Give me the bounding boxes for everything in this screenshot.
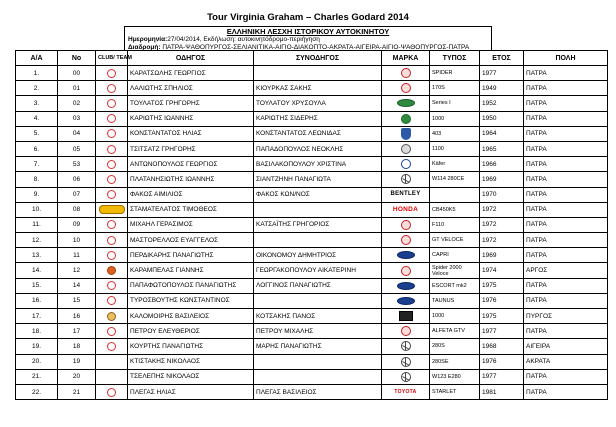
row-aa: 3. bbox=[16, 96, 58, 111]
peugeot-logo-icon bbox=[401, 128, 411, 140]
row-club bbox=[96, 111, 128, 126]
club-badge-icon bbox=[107, 114, 116, 123]
row-year: 1949 bbox=[480, 81, 524, 96]
table-row bbox=[16, 111, 608, 126]
table-row bbox=[16, 339, 608, 354]
row-club bbox=[96, 126, 128, 141]
row-type: ESCORT mk2 bbox=[430, 278, 480, 293]
row-driver: ΛΑΛΙΩΤΗΣ ΣΠΗΛΙΟΣ bbox=[128, 81, 254, 96]
row-city: ΠΑΤΡΑ bbox=[524, 217, 608, 232]
row-aa: 16. bbox=[16, 293, 58, 308]
table-row bbox=[16, 248, 608, 263]
row-driver: ΠΕΤΡΟΥ ΕΛΕΥΘΕΡΙΟΣ bbox=[128, 324, 254, 339]
row-city: ΑΙΓΕΙΡΑ bbox=[524, 339, 608, 354]
honda-logo-icon: HONDA bbox=[392, 206, 419, 214]
row-number: 18 bbox=[58, 339, 96, 354]
row-city: ΠΑΤΡΑ bbox=[524, 384, 608, 399]
alfa-romeo-logo-icon bbox=[401, 235, 411, 245]
row-brand bbox=[382, 157, 430, 172]
row-codriver: ΠΑΠΑΔΟΠΟΥΛΟΣ ΝΕΟΚΛΗΣ bbox=[254, 141, 382, 156]
table-row bbox=[16, 278, 608, 293]
club-badge-icon bbox=[107, 175, 116, 184]
row-year: 1976 bbox=[480, 293, 524, 308]
table-row bbox=[16, 324, 608, 339]
row-club bbox=[96, 202, 128, 217]
row-club bbox=[96, 278, 128, 293]
row-codriver: ΚΙΟΥΡΚΑΣ ΣΑΚΗΣ bbox=[254, 81, 382, 96]
row-city: ΠΑΤΡΑ bbox=[524, 81, 608, 96]
row-driver: ΤΟΥΛΑΤΟΣ ΓΡΗΓΟΡΗΣ bbox=[128, 96, 254, 111]
row-city: ΠΑΤΡΑ bbox=[524, 202, 608, 217]
row-aa: 7. bbox=[16, 157, 58, 172]
row-type: 280SE bbox=[430, 354, 480, 369]
table-row bbox=[16, 81, 608, 96]
land-rover-logo-icon bbox=[397, 99, 415, 107]
row-codriver bbox=[254, 369, 382, 384]
row-aa: 10. bbox=[16, 202, 58, 217]
row-city: ΠΑΤΡΑ bbox=[524, 172, 608, 187]
row-club bbox=[96, 157, 128, 172]
row-aa: 6. bbox=[16, 141, 58, 156]
row-driver: ΚΟΝΣΤΑΝΤΑΤΟΣ ΗΛΙΑΣ bbox=[128, 126, 254, 141]
silver-badge-logo-icon bbox=[401, 144, 411, 154]
ford-logo-icon bbox=[397, 297, 415, 305]
alfa-romeo-logo-icon bbox=[401, 68, 411, 78]
row-brand bbox=[382, 217, 430, 232]
table-row bbox=[16, 126, 608, 141]
row-number: 01 bbox=[58, 81, 96, 96]
row-type: STARLET bbox=[430, 384, 480, 399]
row-brand bbox=[382, 126, 430, 141]
col-club: CLUB/ TEAM bbox=[96, 51, 128, 66]
row-brand bbox=[382, 187, 430, 202]
row-year: 1974 bbox=[480, 263, 524, 278]
ford-logo-icon bbox=[397, 282, 415, 290]
row-codriver: ΜΑΡΗΣ ΠΑΝΑΓΙΩΤΗΣ bbox=[254, 339, 382, 354]
table-row bbox=[16, 172, 608, 187]
row-aa: 18. bbox=[16, 324, 58, 339]
mercedes-benz-logo-icon bbox=[401, 174, 411, 184]
row-codriver: ΚΑΡΙΩΤΗΣ ΣΙΔΕΡΗΣ bbox=[254, 111, 382, 126]
row-aa: 2. bbox=[16, 81, 58, 96]
row-type: Spider 2000 Veloce bbox=[430, 263, 480, 278]
row-driver: ΚΑΡΑΤΣΩΛΗΣ ΓΕΩΡΓΙΟΣ bbox=[128, 66, 254, 81]
row-driver: ΤΣΕΛΕΠΗΣ ΝΙΚΟΛΑΟΣ bbox=[128, 369, 254, 384]
row-club bbox=[96, 248, 128, 263]
row-year: 1975 bbox=[480, 278, 524, 293]
row-type: W114 280CE bbox=[430, 172, 480, 187]
row-year: 1981 bbox=[480, 384, 524, 399]
row-city: ΠΑΤΡΑ bbox=[524, 278, 608, 293]
row-type: 1000 bbox=[430, 309, 480, 324]
row-number: 00 bbox=[58, 66, 96, 81]
table-row bbox=[16, 263, 608, 278]
bentley-logo-icon: BENTLEY bbox=[390, 191, 421, 198]
col-driver: ΟΔΗΓΟΣ bbox=[128, 51, 254, 66]
row-aa: 5. bbox=[16, 126, 58, 141]
row-driver: ΠΛΑΤΑΝΗΣΙΩΤΗΣ ΙΩΑΝΝΗΣ bbox=[128, 172, 254, 187]
green-badge-logo-icon bbox=[401, 114, 411, 124]
table-row bbox=[16, 309, 608, 324]
row-number: 04 bbox=[58, 126, 96, 141]
row-driver: ΠΑΠΑΦΩΤΟΠΟΥΛΟΣ ΠΑΝΑΓΙΩΤΗΣ bbox=[128, 278, 254, 293]
row-club bbox=[96, 141, 128, 156]
row-year: 1964 bbox=[480, 126, 524, 141]
row-driver: ΑΝΤΩΝΟΠΟΥΛΟΣ ΓΕΩΡΓΙΟΣ bbox=[128, 157, 254, 172]
club-badge-icon bbox=[107, 84, 116, 93]
row-codriver: ΠΕΤΡΟΥ ΜΙΧΑΛΗΣ bbox=[254, 324, 382, 339]
row-city: ΠΑΤΡΑ bbox=[524, 248, 608, 263]
row-codriver: ΒΑΣΙΛΑΚΟΠΟΥΛΟΥ ΧΡΙΣΤΙΝΑ bbox=[254, 157, 382, 172]
row-type: F110 bbox=[430, 217, 480, 232]
row-aa: 22. bbox=[16, 384, 58, 399]
row-number: 15 bbox=[58, 293, 96, 308]
mercedes-benz-logo-icon bbox=[401, 357, 411, 367]
row-brand bbox=[382, 233, 430, 248]
row-club bbox=[96, 354, 128, 369]
club-badge-icon bbox=[107, 99, 116, 108]
row-number: 14 bbox=[58, 278, 96, 293]
mercedes-benz-logo-icon bbox=[401, 372, 411, 382]
row-number: 19 bbox=[58, 354, 96, 369]
row-codriver: ΚΟΤΣΑΚΗΣ ΠΑΝΟΣ bbox=[254, 309, 382, 324]
row-city: ΠΑΤΡΑ bbox=[524, 96, 608, 111]
row-aa: 20. bbox=[16, 354, 58, 369]
row-driver: ΣΤΑΜΑΤΕΛΑΤΟΣ ΤΙΜΟΘΕΟΣ bbox=[128, 202, 254, 217]
row-driver: ΦΑΚΟΣ ΑΙΜΙΛΙΟΣ bbox=[128, 187, 254, 202]
row-year: 1950 bbox=[480, 111, 524, 126]
row-number: 03 bbox=[58, 111, 96, 126]
row-club bbox=[96, 81, 128, 96]
row-codriver bbox=[254, 66, 382, 81]
row-number: 08 bbox=[58, 202, 96, 217]
row-codriver: ΣΙΑΝΤΖΗΝΗ ΠΑΝΑΓΙΩΤΑ bbox=[254, 172, 382, 187]
row-year: 1970 bbox=[480, 187, 524, 202]
row-codriver bbox=[254, 354, 382, 369]
row-year: 1975 bbox=[480, 309, 524, 324]
club-badge-icon bbox=[107, 296, 116, 305]
row-city: ΠΑΤΡΑ bbox=[524, 233, 608, 248]
table-row bbox=[16, 217, 608, 232]
row-number: 53 bbox=[58, 157, 96, 172]
row-codriver: ΠΛΕΓΑΣ ΒΑΣΙΛΕΙΟΣ bbox=[254, 384, 382, 399]
row-year: 1952 bbox=[480, 96, 524, 111]
row-club bbox=[96, 309, 128, 324]
row-codriver: ΓΕΩΡΓΑΚΟΠΟΥΛΟΥ ΑΙΚΑΤΕΡΙΝΗ bbox=[254, 263, 382, 278]
row-brand bbox=[382, 96, 430, 111]
table-row bbox=[16, 157, 608, 172]
event-info-box bbox=[124, 26, 492, 51]
club-badge-icon bbox=[107, 129, 116, 138]
row-brand bbox=[382, 111, 430, 126]
row-aa: 12. bbox=[16, 233, 58, 248]
row-number: 07 bbox=[58, 187, 96, 202]
row-city: ΑΚΡΑΤΑ bbox=[524, 354, 608, 369]
col-type: ΤΥΠΟΣ bbox=[430, 51, 480, 66]
row-aa: 9. bbox=[16, 187, 58, 202]
row-city: ΠΥΡΓΟΣ bbox=[524, 309, 608, 324]
row-brand bbox=[382, 66, 430, 81]
row-driver: ΚΑΡΑΜΠΕΛΑΣ ΓΙΑΝΝΗΣ bbox=[128, 263, 254, 278]
row-type: 403 bbox=[430, 126, 480, 141]
row-codriver bbox=[254, 202, 382, 217]
row-number: 09 bbox=[58, 217, 96, 232]
row-year: 1966 bbox=[480, 157, 524, 172]
row-year: 1968 bbox=[480, 339, 524, 354]
table-row bbox=[16, 354, 608, 369]
row-type bbox=[430, 187, 480, 202]
row-driver: ΚΑΡΙΩΤΗΣ ΙΩΑΝΝΗΣ bbox=[128, 111, 254, 126]
row-year: 1972 bbox=[480, 233, 524, 248]
table-row bbox=[16, 202, 608, 217]
row-aa: 4. bbox=[16, 111, 58, 126]
row-club bbox=[96, 217, 128, 232]
club-badge-icon bbox=[107, 160, 116, 169]
row-number: 21 bbox=[58, 384, 96, 399]
row-club bbox=[96, 96, 128, 111]
row-codriver: ΦΑΚΟΣ ΚΩΝ/ΝΟΣ bbox=[254, 187, 382, 202]
col-city: ΠΟΛΗ bbox=[524, 51, 608, 66]
row-brand bbox=[382, 81, 430, 96]
row-club bbox=[96, 172, 128, 187]
row-driver: ΤΣΙΤΣΑΤΖ ΓΡΗΓΟΡΗΣ bbox=[128, 141, 254, 156]
col-year: ΕΤΟΣ bbox=[480, 51, 524, 66]
row-year: 1969 bbox=[480, 172, 524, 187]
row-number: 11 bbox=[58, 248, 96, 263]
row-club bbox=[96, 187, 128, 202]
row-aa: 13. bbox=[16, 248, 58, 263]
row-city: ΠΑΤΡΑ bbox=[524, 324, 608, 339]
row-city: ΠΑΤΡΑ bbox=[524, 111, 608, 126]
abarth-logo-icon bbox=[399, 311, 413, 321]
col-brand: ΜΑΡΚΑ bbox=[382, 51, 430, 66]
row-aa: 19. bbox=[16, 339, 58, 354]
row-type: TAUNUS bbox=[430, 293, 480, 308]
table-row bbox=[16, 293, 608, 308]
entry-list-table bbox=[15, 50, 608, 400]
row-brand bbox=[382, 263, 430, 278]
row-type: CB450K5 bbox=[430, 202, 480, 217]
row-city: ΠΑΤΡΑ bbox=[524, 141, 608, 156]
club-badge-icon bbox=[107, 312, 116, 321]
row-city: ΠΑΤΡΑ bbox=[524, 369, 608, 384]
row-brand bbox=[382, 309, 430, 324]
row-type: ALFETA GTV bbox=[430, 324, 480, 339]
club-badge-icon bbox=[107, 251, 116, 260]
row-club bbox=[96, 66, 128, 81]
row-type: 1100 bbox=[430, 141, 480, 156]
col-codriver: ΣΥΝΟΔΗΓΟΣ bbox=[254, 51, 382, 66]
alfa-romeo-logo-icon bbox=[401, 326, 411, 336]
row-year: 1965 bbox=[480, 141, 524, 156]
date-label: Ημερομηνία: bbox=[128, 36, 168, 43]
row-number: 10 bbox=[58, 233, 96, 248]
table-row bbox=[16, 187, 608, 202]
col-no: Νο bbox=[58, 51, 96, 66]
table-header-row bbox=[16, 51, 608, 66]
row-type: GT VELOCE bbox=[430, 233, 480, 248]
volkswagen-logo-icon bbox=[401, 159, 411, 169]
row-year: 1977 bbox=[480, 369, 524, 384]
row-club bbox=[96, 339, 128, 354]
row-aa: 15. bbox=[16, 278, 58, 293]
mercedes-benz-logo-icon bbox=[401, 341, 411, 351]
row-codriver bbox=[254, 233, 382, 248]
row-brand bbox=[382, 354, 430, 369]
club-badge-icon bbox=[107, 342, 116, 351]
table-row bbox=[16, 66, 608, 81]
row-aa: 1. bbox=[16, 66, 58, 81]
row-codriver: ΚΟΝΣΤΑΝΤΑΤΟΣ ΛΕΩΝΙΔΑΣ bbox=[254, 126, 382, 141]
club-badge-icon bbox=[107, 327, 116, 336]
row-aa: 11. bbox=[16, 217, 58, 232]
row-brand bbox=[382, 293, 430, 308]
row-club bbox=[96, 384, 128, 399]
row-type: SPIDER bbox=[430, 66, 480, 81]
club-badge-icon bbox=[107, 190, 116, 199]
club-badge-icon bbox=[107, 388, 116, 397]
alfa-romeo-logo-icon bbox=[401, 266, 411, 276]
row-aa: 14. bbox=[16, 263, 58, 278]
row-brand bbox=[382, 339, 430, 354]
row-type: 170S bbox=[430, 81, 480, 96]
row-driver: ΜΙΧΑΗΛ ΓΕΡΑΣΙΜΟΣ bbox=[128, 217, 254, 232]
row-type: Käfer bbox=[430, 157, 480, 172]
row-year: 1977 bbox=[480, 324, 524, 339]
row-codriver: ΛΟΓΓΙΝΟΣ ΠΑΝΑΓΙΩΤΗΣ bbox=[254, 278, 382, 293]
row-number: 16 bbox=[58, 309, 96, 324]
row-driver: ΚΤΙΣΤΑΚΗΣ ΝΙΚΟΛΑΟΣ bbox=[128, 354, 254, 369]
row-club bbox=[96, 233, 128, 248]
row-city: ΠΑΤΡΑ bbox=[524, 126, 608, 141]
row-city: ΠΑΤΡΑ bbox=[524, 66, 608, 81]
row-club bbox=[96, 324, 128, 339]
row-brand bbox=[382, 202, 430, 217]
club-badge-icon bbox=[107, 145, 116, 154]
row-brand bbox=[382, 278, 430, 293]
row-driver: ΠΛΕΓΑΣ ΗΛΙΑΣ bbox=[128, 384, 254, 399]
row-year: 1969 bbox=[480, 248, 524, 263]
alfa-romeo-logo-icon bbox=[401, 220, 411, 230]
row-club bbox=[96, 293, 128, 308]
club-badge-icon bbox=[107, 281, 116, 290]
row-aa: 17. bbox=[16, 309, 58, 324]
club-badge-icon bbox=[107, 220, 116, 229]
club-badge-icon bbox=[107, 236, 116, 245]
row-number: 12 bbox=[58, 263, 96, 278]
table-row bbox=[16, 96, 608, 111]
row-codriver: ΟΙΚΟΝΟΜΟΥ ΔΗΜΗΤΡΙΟΣ bbox=[254, 248, 382, 263]
document-title: Tour Virginia Graham – Charles Godard 2014 bbox=[207, 12, 409, 23]
row-club bbox=[96, 369, 128, 384]
toyota-logo-icon: TOYOTA bbox=[394, 388, 417, 395]
row-year: 1976 bbox=[480, 354, 524, 369]
row-brand bbox=[382, 141, 430, 156]
row-city: ΠΑΤΡΑ bbox=[524, 293, 608, 308]
row-club bbox=[96, 263, 128, 278]
club-badge-icon bbox=[107, 69, 116, 78]
row-city: ΑΡΓΟΣ bbox=[524, 263, 608, 278]
row-number: 17 bbox=[58, 324, 96, 339]
row-codriver: ΚΑΤΣΑΪΤΗΣ ΓΡΗΓΟΡΙΟΣ bbox=[254, 217, 382, 232]
col-aa: Α/Α bbox=[16, 51, 58, 66]
club-name: ΕΛΛΗΝΙΚΗ ΛΕΣΧΗ ΙΣΤΟΡΙΚΟΥ ΑΥΤΟΚΙΝΗΤΟΥ bbox=[226, 27, 390, 36]
row-type: 1000 bbox=[430, 111, 480, 126]
alfa-romeo-logo-icon bbox=[401, 83, 411, 93]
row-brand bbox=[382, 369, 430, 384]
table-row bbox=[16, 384, 608, 399]
row-driver: ΤΥΡΟΣΒΟΥΤΗΣ ΚΩΝΣΤΑΝΤΙΝΟΣ bbox=[128, 293, 254, 308]
row-city: ΠΑΤΡΑ bbox=[524, 187, 608, 202]
ford-logo-icon bbox=[397, 251, 415, 259]
row-brand bbox=[382, 172, 430, 187]
row-aa: 21. bbox=[16, 369, 58, 384]
row-codriver: ΤΟΥΛΑΤΟΥ ΧΡΥΣΟΥΛΑ bbox=[254, 96, 382, 111]
row-type: CAPRI bbox=[430, 248, 480, 263]
row-driver: ΚΟΥΡΤΗΣ ΠΑΝΑΓΙΩΤΗΣ bbox=[128, 339, 254, 354]
row-brand bbox=[382, 384, 430, 399]
route-label: Διαδρομή: bbox=[128, 44, 161, 51]
row-year: 1972 bbox=[480, 202, 524, 217]
table-row bbox=[16, 369, 608, 384]
event-date-line bbox=[128, 36, 320, 43]
row-driver: ΚΑΛΟΜΟΙΡΗΣ ΒΑΣΙΛΕΙΟΣ bbox=[128, 309, 254, 324]
row-number: 05 bbox=[58, 141, 96, 156]
row-city: ΠΑΤΡΑ bbox=[524, 157, 608, 172]
row-brand bbox=[382, 324, 430, 339]
row-number: 06 bbox=[58, 172, 96, 187]
table-row bbox=[16, 141, 608, 156]
row-number: 02 bbox=[58, 96, 96, 111]
row-type: 280S bbox=[430, 339, 480, 354]
row-driver: ΜΑΣΤΟΡΕΛΛΟΣ ΕΥΑΓΓΕΛΟΣ bbox=[128, 233, 254, 248]
route-value: ΠΑΤΡΑ-ΨΑΘΟΠΥΡΓΟΣ-ΣΕΛΙΑΝΙΤΙΚΑ-ΑΙΓΙΟ-ΔΙΑΚΟΠΤΟ-ΑΚΡΑΤΑ-ΑΙΓΕΙΡΑ-ΑΙΓΙΟ-ΨΑΘΟΠΥΡΓΟΣ-ΠΑΤΡΑ bbox=[160, 44, 470, 51]
club-badge-icon bbox=[99, 205, 125, 214]
date-value: 27/04/2014, Εκδήλωση: αυτοκινητόδρομο-περιήγηση bbox=[167, 36, 320, 43]
row-aa: 8. bbox=[16, 172, 58, 187]
table-row bbox=[16, 233, 608, 248]
club-badge-icon bbox=[107, 266, 116, 275]
row-type: W123 E280 bbox=[430, 369, 480, 384]
row-year: 1972 bbox=[480, 217, 524, 232]
row-brand bbox=[382, 248, 430, 263]
row-codriver bbox=[254, 293, 382, 308]
row-number: 20 bbox=[58, 369, 96, 384]
row-type: Series I bbox=[430, 96, 480, 111]
row-driver: ΠΕΡΔΙΚΑΡΗΣ ΠΑΝΑΓΙΩΤΗΣ bbox=[128, 248, 254, 263]
row-year: 1977 bbox=[480, 66, 524, 81]
